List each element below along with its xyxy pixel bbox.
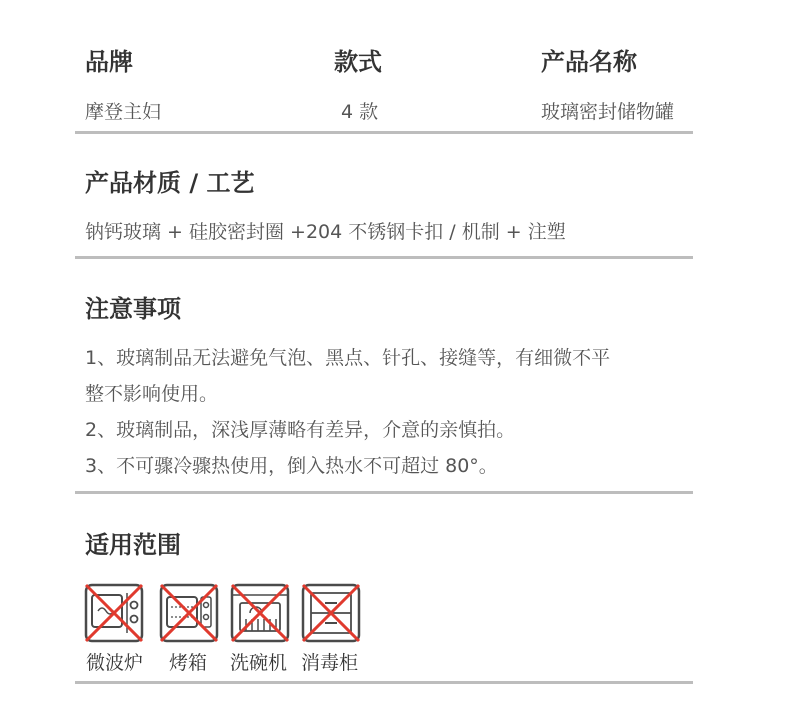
usage-label-sterilizer: 消毒柜: [301, 652, 359, 674]
divider: [75, 256, 693, 259]
divider: [75, 491, 693, 494]
brand-label: 品牌: [85, 48, 133, 76]
usage-label-oven: 烤箱: [169, 652, 208, 674]
material-text: 钠钙玻璃 + 硅胶密封圈 +204 不锈钢卡扣 / 机制 + 注塑: [85, 221, 566, 243]
oven-icon: [159, 583, 219, 643]
style-label: 款式: [334, 48, 382, 76]
product-name-value: 玻璃密封储物罐: [541, 101, 675, 123]
sterilizer-cabinet-icon: [301, 583, 361, 643]
note-line: 2、玻璃制品，深浅厚薄略有差异，介意的亲慎拍。: [85, 419, 516, 441]
product-name-label: 产品名称: [541, 48, 637, 76]
note-line: 3、不可骤冷骤热使用，倒入热水不可超过 80°。: [85, 455, 498, 477]
material-title: 产品材质 / 工艺: [85, 169, 255, 197]
usage-label-microwave: 微波炉: [86, 652, 144, 674]
notes-title: 注意事项: [85, 295, 181, 323]
usage-label-dishwasher: 洗碗机: [230, 652, 288, 674]
microwave-icon: [84, 583, 144, 643]
divider: [75, 681, 693, 684]
brand-value: 摩登主妇: [85, 101, 162, 123]
note-line: 1、玻璃制品无法避免气泡、黑点、针孔、接缝等，有细微不平: [85, 347, 611, 369]
dishwasher-icon: [230, 583, 290, 643]
style-value: 4 款: [341, 101, 379, 123]
usage-title: 适用范围: [85, 531, 181, 559]
note-line: 整不影响使用。: [85, 383, 219, 405]
divider: [75, 131, 693, 134]
